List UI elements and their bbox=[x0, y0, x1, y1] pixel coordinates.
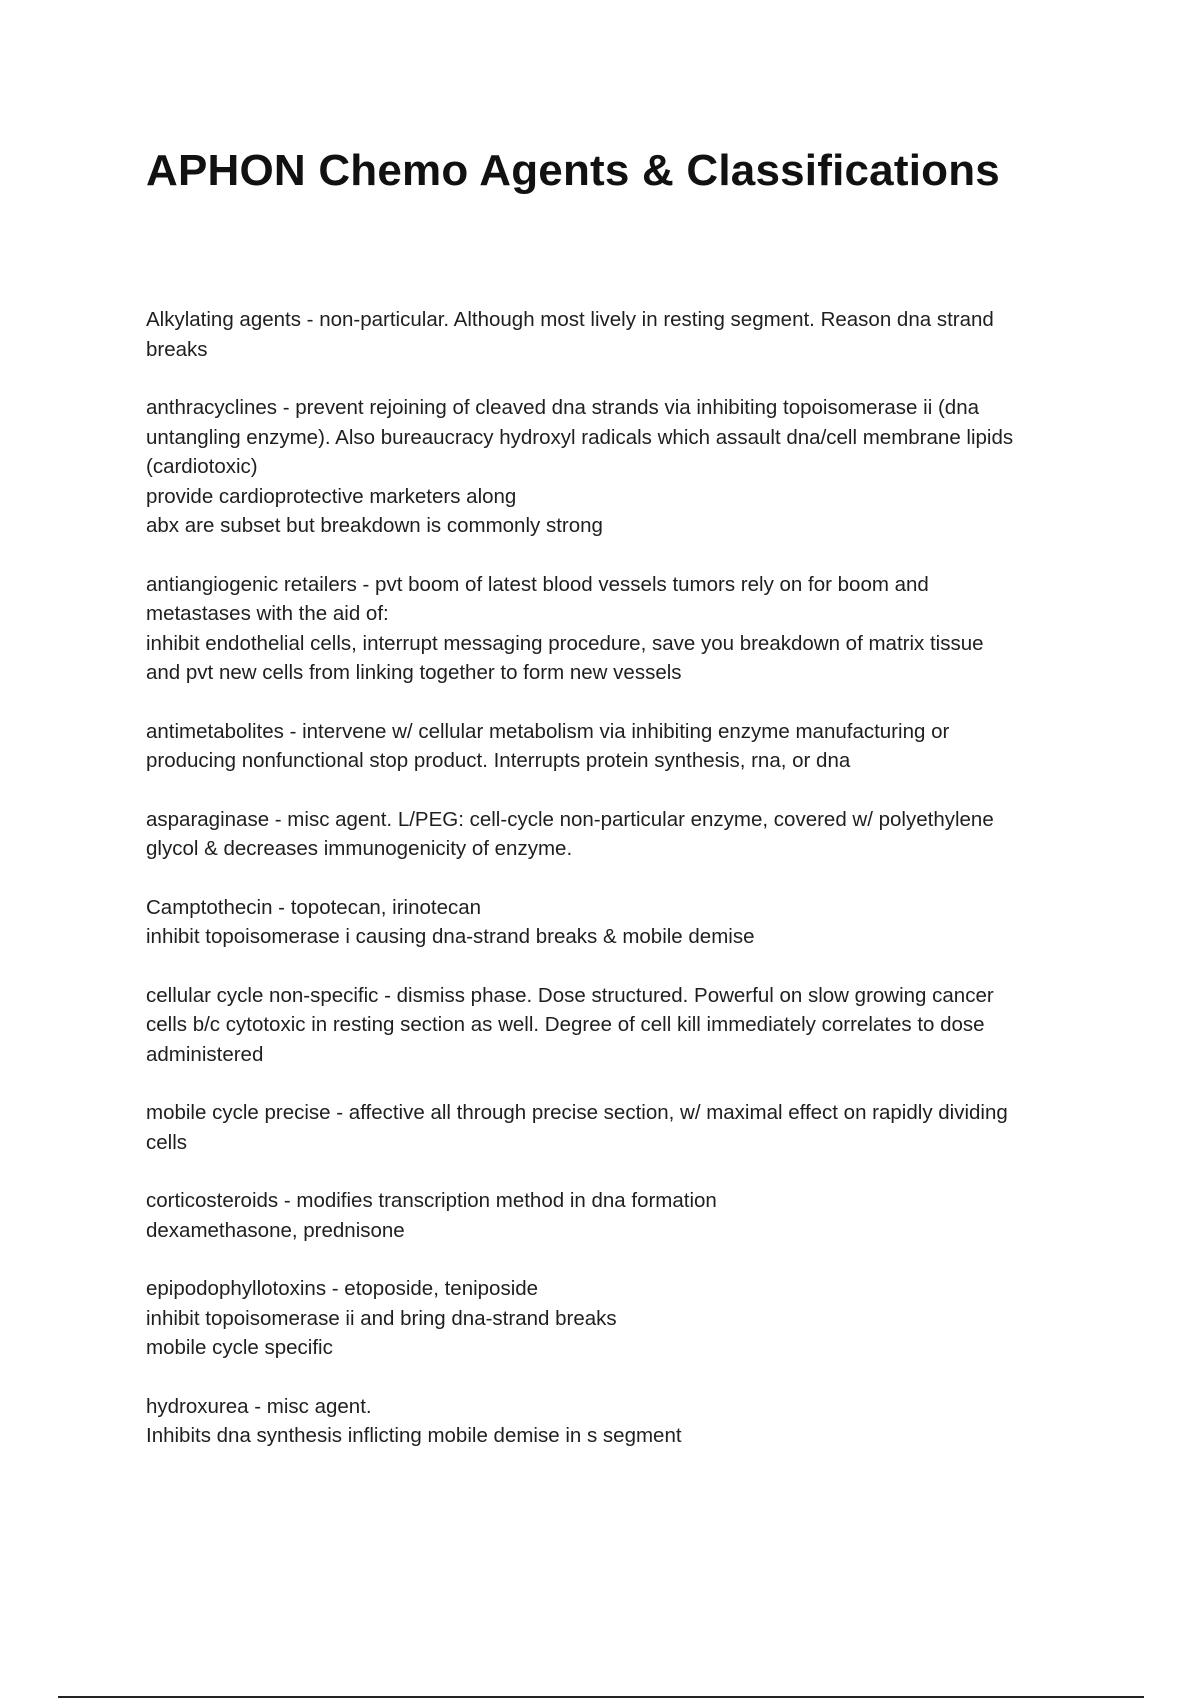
entry-line: cellular cycle non-specific - dismiss phase. Dose structured. Powerful on slow growing cancer bbox=[146, 983, 994, 1007]
entry-cell-cycle-specific bbox=[146, 1098, 1096, 1157]
page-title: APHON Chemo Agents & Classifications bbox=[146, 146, 1000, 195]
entry-line: provide cardioprotective marketers along bbox=[146, 484, 517, 508]
entry-line: antiangiogenic retailers - pvt boom of latest blood vessels tumors rely on for boom and bbox=[146, 572, 929, 596]
entry-line: breaks bbox=[146, 337, 208, 361]
entry-epipodophyllotoxins bbox=[146, 1274, 1096, 1363]
entry-antiangiogenic bbox=[146, 570, 1096, 688]
entry-line: mobile cycle specific bbox=[146, 1336, 333, 1359]
entry-line: dexamethasone, prednisone bbox=[146, 1218, 405, 1242]
footer-divider bbox=[58, 1696, 1144, 1698]
entry-anthracyclines bbox=[146, 393, 1096, 541]
entry-corticosteroids bbox=[146, 1186, 1096, 1245]
entry-line: hydroxurea - misc agent. bbox=[146, 1394, 372, 1418]
entry-line: abx are subset but breakdown is commonly strong bbox=[146, 514, 603, 537]
entry-line: producing nonfunctional stop product. Interrupts protein synthesis, rna, or dna bbox=[146, 749, 851, 772]
entry-asparaginase bbox=[146, 805, 1096, 864]
entry-line: corticosteroids - modifies transcription method in dna formation bbox=[146, 1189, 717, 1212]
entry-line: metastases with the aid of: bbox=[146, 602, 389, 625]
entry-line: Inhibits dna synthesis inflicting mobile demise in s segment bbox=[146, 1424, 682, 1447]
entry-line: cells bbox=[146, 1130, 188, 1154]
entry-line: mobile cycle precise - affective all through precise section, w/ maximal effect on rapidly dividing bbox=[146, 1101, 1008, 1124]
entry-line: Alkylating agents - non-particular. Although most lively in resting segment. Reason dna strand bbox=[146, 308, 994, 331]
entry-line: glycol & decreases immunogenicity of enzyme. bbox=[146, 837, 573, 860]
entry-line: inhibit endothelial cells, interrupt messaging procedure, save you breakdown of matrix tissue bbox=[146, 631, 984, 655]
entry-antimetabolites bbox=[146, 717, 1096, 776]
entry-line: Camptothecin - topotecan, irinotecan bbox=[146, 895, 482, 919]
entry-line: and pvt new cells from linking together to form new vessels bbox=[146, 661, 682, 684]
entry-hydroxurea bbox=[146, 1392, 1096, 1451]
entry-line: anthracyclines - prevent rejoining of cleaved dna strands via inhibiting topoisomerase ii (dna bbox=[146, 396, 979, 419]
entry-line: asparaginase - misc agent. L/PEG: cell-cycle non-particular enzyme, covered w/ polyethylene bbox=[146, 807, 994, 831]
entry-line: antimetabolites - intervene w/ cellular metabolism via inhibiting enzyme manufacturing or bbox=[146, 719, 950, 743]
entry-line: (cardiotoxic) bbox=[146, 455, 258, 478]
entry-line: epipodophyllotoxins - etoposide, teniposide bbox=[146, 1277, 539, 1300]
entry-line: inhibit topoisomerase i causing dna-strand breaks & mobile demise bbox=[146, 925, 755, 948]
entry-alkylating-agents bbox=[146, 305, 1096, 364]
entry-line: cells b/c cytotoxic in resting section as well. Degree of cell kill immediately correlates to dose bbox=[146, 1013, 985, 1036]
entry-line: administered bbox=[146, 1042, 264, 1066]
entry-cell-cycle-non-specific bbox=[146, 981, 1096, 1070]
entry-camptothecin bbox=[146, 893, 1096, 952]
entry-line: inhibit topoisomerase ii and bring dna-strand breaks bbox=[146, 1306, 617, 1330]
entry-line: untangling enzyme). Also bureaucracy hydroxyl radicals which assault dna/cell membrane lipids bbox=[146, 425, 1014, 449]
entry-list bbox=[146, 305, 1096, 1480]
